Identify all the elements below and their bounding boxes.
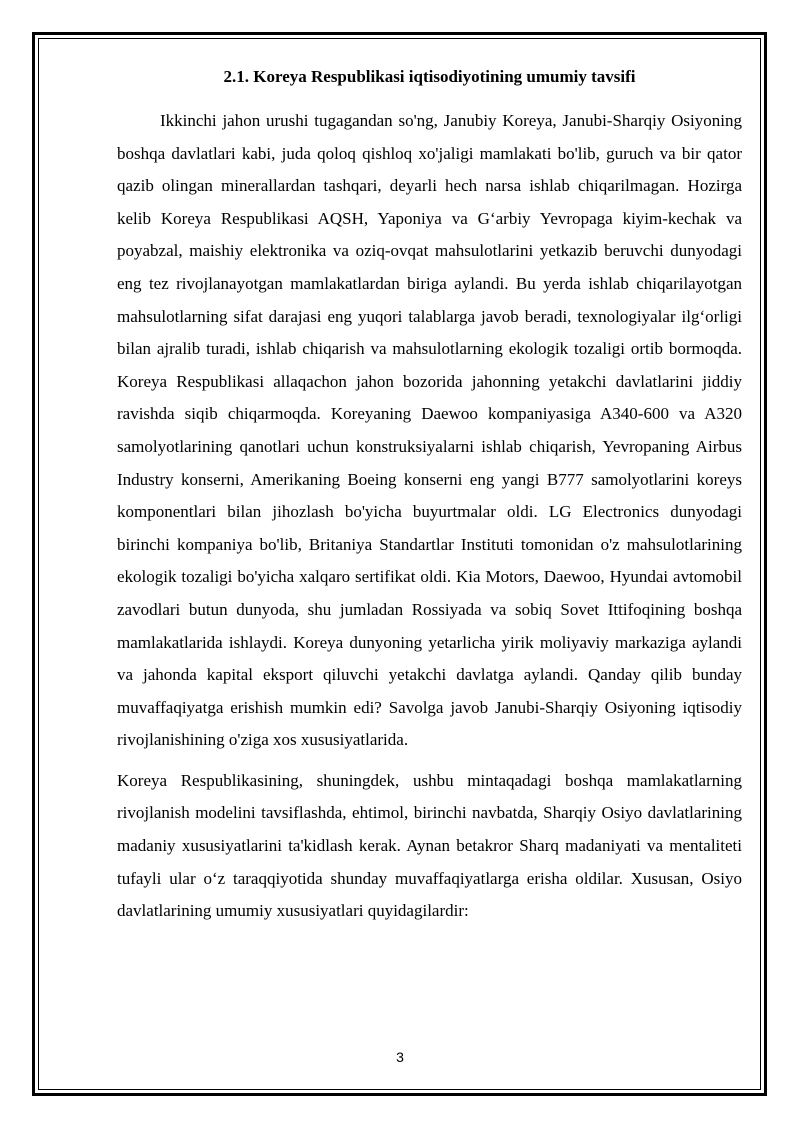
paragraph-1: Ikkinchi jahon urushi tugagandan so'ng, Janubiy Koreya, Janubi-Sharqiy Osiyoning boshqa davlatlari kabi, juda qoloq qishloq xo'jaligi mamlakati bo'lib, guruch va bir qator qazib olingan minerallardan tashqari, deyarli hech narsa ishlab chiqarilmagan. Hozirga kelib Koreya Respublikasi AQSH, Yaponiya va G‘arbiy Yevropaga kiyim-kechak va poyabzal, maishiy elektronika va oziq-ovqat mahsulotlarini yetkazib beruvchi dunyodagi eng tez rivojlanayotgan mamlakatlardan biriga aylandi. Bu yerda ishlab chiqarilayotgan mahsulotlarning sifat darajasi eng yuqori talablarga javob beradi, texnologiyalar ilg‘orligi bilan ajralib turadi, ishlab chiqarish va mahsulotlarning ekologik tozaligi ortib bormoqda. Koreya Respublikasi allaqachon jahon bozorida jahonning yetakchi davlatlarini jiddiy ravishda siqib chiqarmoqda. Koreyaning Daewoo kompaniyasiga A340-600 va A320 samolyotlarining qanotlari uchun konstruksiyalarni ishlab chiqarish, Yevropaning Airbus Industry konserni, Amerikaning Boeing konserni eng yangi B777 samolyotlarini koreys komponentlari bilan jihozlash bo'yicha buyurtmalar oldi. LG Electronics dunyodagi birinchi kompaniya bo'lib, Britaniya Standartlar Instituti tomonidan o'z mahsulotlarining ekologik tozaligi bo'yicha xalqaro sertifikat oldi. Kia Motors, Daewoo, Hyundai avtomobil zavodlari butun dunyoda, shu jumladan Rossiyada va sobiq Sovet Ittifoqining boshqa mamlakatlarida ishlaydi. Koreya dunyoning yetarlicha yirik moliyaviy markaziga aylandi va jahonda kapital eksport qiluvchi yetakchi davlatga aylandi. Qanday qilib bunday muvaffaqiyatga erishish mumkin edi? Savolga javob Janubi-Sharqiy Osiyoning iqtisodiy rivojlanishining o'ziga xos xususiyatlarida.	[117, 111, 742, 750]
paragraph-2: Koreya Respublikasining, shuningdek, ushbu mintaqadagi boshqa mamlakatlarning rivojlanish modelini tavsiflashda, ehtimol, birinchi navbatda, Sharqiy Osiyo davlatlarining madaniy xususiyatlarini ta'kidlash kerak. Aynan betakror Sharq madaniyati va mentaliteti tufayli ular o‘z taraqqiyotida shunday muvaffaqiyatlarga erisha oldilar. Xususan, Osiyo davlatlarining umumiy xususiyatlari quyidagilardir:	[117, 770, 742, 921]
document-body	[117, 66, 742, 928]
section-heading: 2.1. Koreya Respublikasi iqtisodiyotining umumiy tavsifi	[223, 67, 636, 86]
page-number: 3	[396, 1049, 404, 1065]
